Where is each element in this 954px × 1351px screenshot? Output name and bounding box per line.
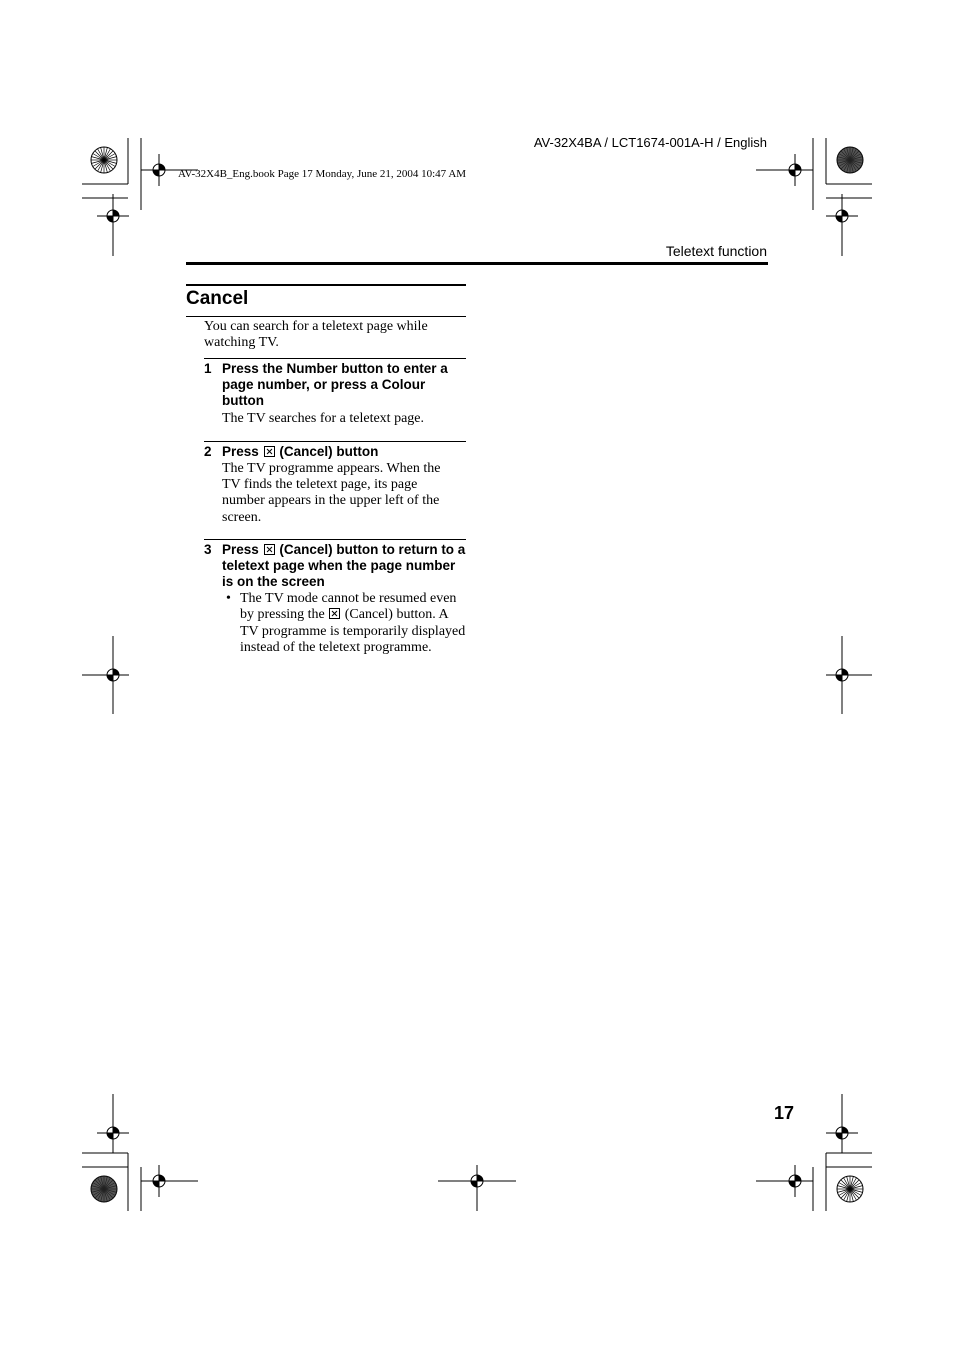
cancel-button-icon xyxy=(264,544,275,555)
step-divider xyxy=(204,441,466,442)
page-title: Cancel xyxy=(186,288,249,309)
step-title-suffix: (Cancel) button to return to a teletext page when the page number is on the screen xyxy=(222,542,466,589)
cancel-button-icon xyxy=(264,446,275,457)
step-title: Press the Number button to enter a page number, or press a Colour button xyxy=(222,361,448,408)
cancel-button-icon xyxy=(329,608,340,619)
bullet-text xyxy=(240,591,466,656)
step-body: The TV searches for a teletext page. xyxy=(222,411,425,426)
intro-text: You can search for a teletext page while watching TV. xyxy=(204,319,428,350)
bullet-symbol: • xyxy=(226,591,231,606)
document-id: AV-32X4BA / LCT1674-001A-H / English xyxy=(533,135,767,150)
step-divider xyxy=(204,358,466,359)
bullet-text-suffix: (Cancel) button. A TV programme is temporarily displayed instead of the teletext programme. xyxy=(240,607,466,655)
step-title xyxy=(222,444,466,460)
step-number: 2 xyxy=(204,444,212,459)
step-title-prefix: Press xyxy=(222,444,259,459)
header-rule xyxy=(186,262,768,265)
step-body: The TV programme appears. When the TV finds the teletext page, its page number appears in the upper left of the screen. xyxy=(222,461,441,525)
book-info-line: AV-32X4B_Eng.book Page 17 Monday, June 21, 2004 10:47 AM xyxy=(178,168,467,180)
step-number: 3 xyxy=(204,542,212,557)
step-number: 1 xyxy=(204,361,212,376)
step-title-prefix: Press xyxy=(222,542,259,557)
bullet-text-prefix: The TV mode cannot be resumed even by pressing the xyxy=(240,591,457,623)
step-divider xyxy=(204,539,466,540)
step-title-suffix: (Cancel) button xyxy=(279,444,379,459)
section-header: Teletext function xyxy=(665,243,767,259)
step-title xyxy=(222,542,466,590)
page-number: 17 xyxy=(774,1103,795,1123)
